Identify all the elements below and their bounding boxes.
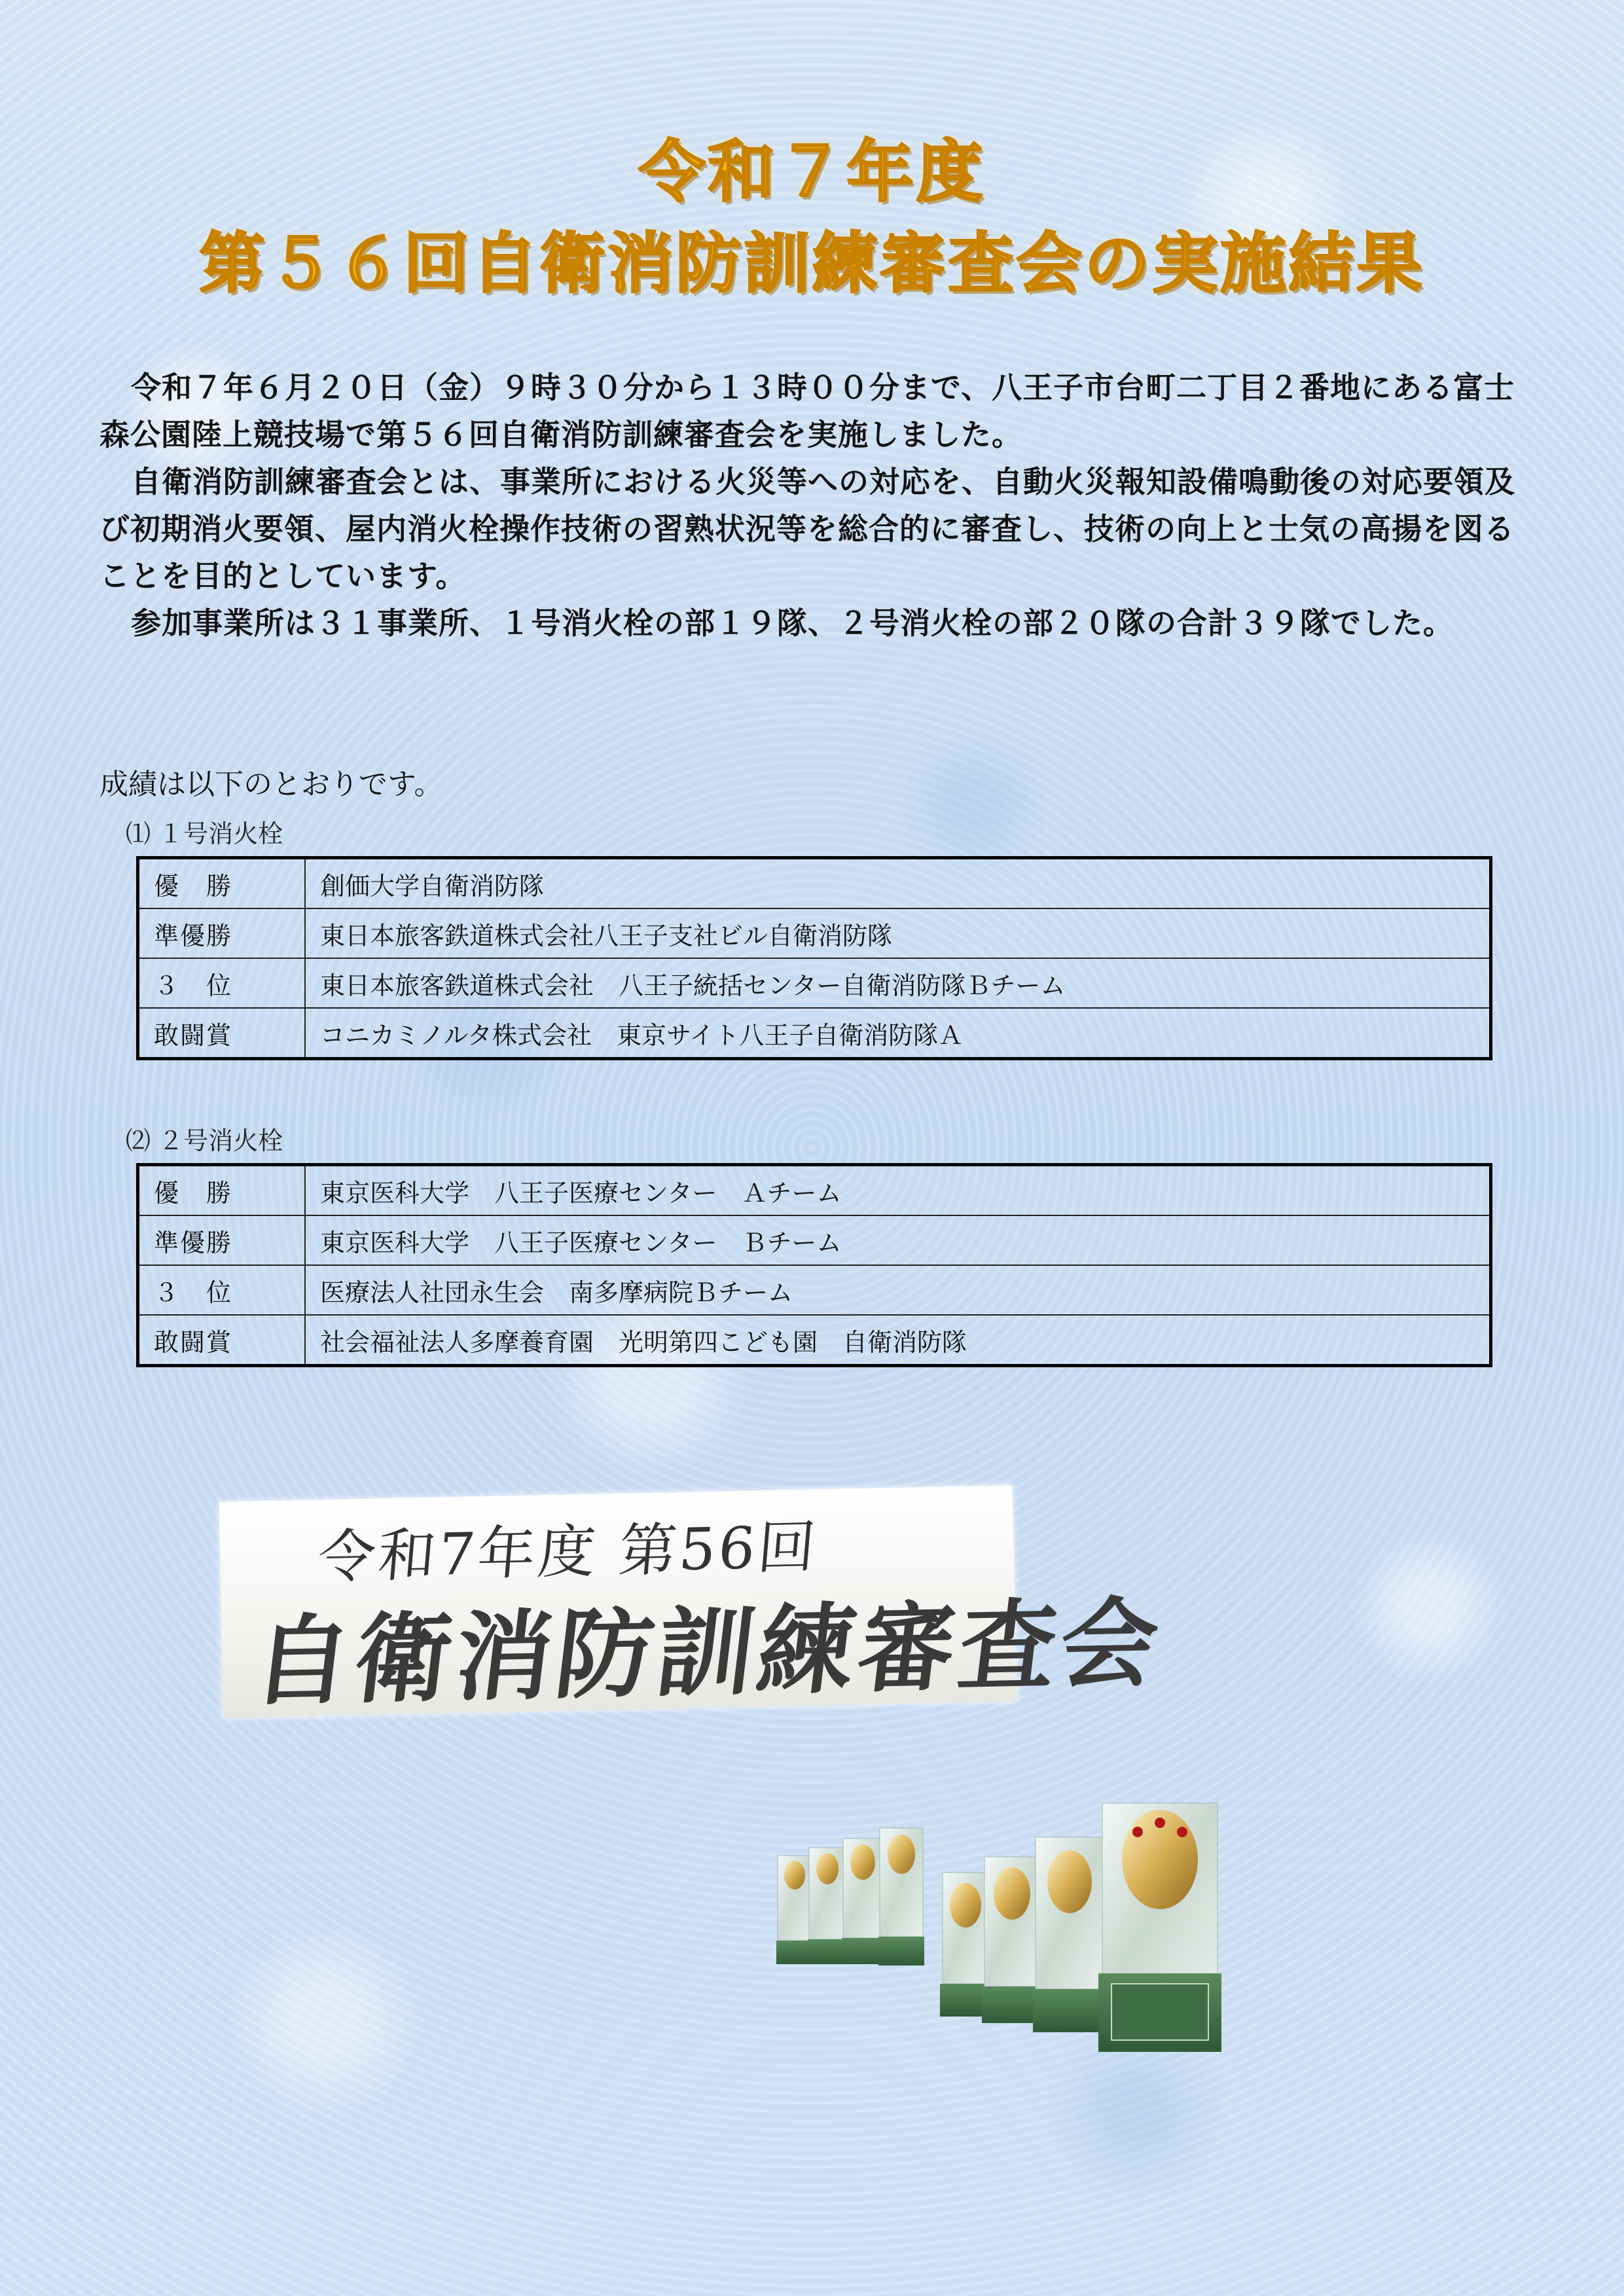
trophies-photo xyxy=(771,1777,1334,2072)
trophy-icon xyxy=(1098,1803,1221,2052)
intro-text xyxy=(99,364,1533,647)
rank-cell: 敢闘賞 xyxy=(138,1008,306,1059)
event-banner-photo xyxy=(219,1485,1168,1719)
table-row xyxy=(138,908,1491,958)
trophy-icon xyxy=(842,1839,884,1964)
rank-cell: 準優勝 xyxy=(138,1215,306,1265)
team-cell: 創価大学自衛消防隊 xyxy=(305,858,1491,909)
trophy-icon xyxy=(808,1848,847,1964)
banner-subtitle: 令和7年度 第56回 xyxy=(315,1513,821,1591)
rank-cell: 準優勝 xyxy=(138,908,306,958)
section-label-hydrant-2: ⑵ ２号消火栓 xyxy=(126,1126,283,1155)
rank-cell: 敢闘賞 xyxy=(138,1315,306,1366)
team-cell: 東京医科大学 八王子医療センター Ｂチーム xyxy=(305,1215,1491,1265)
table-row xyxy=(138,1165,1491,1216)
trophy-icon xyxy=(776,1856,813,1964)
results-intro: 成績は以下のとおりです。 xyxy=(99,768,443,801)
intro-paragraph-1: 令和７年６月２０日（金）９時３０分から１３時００分まで、八王子市台町二丁目２番地にある富士森公園陸上競技場で第５６回自衛消防訓練審査会を実施しました。 xyxy=(99,370,1515,452)
banner-title: 自衛消防訓練審査会 xyxy=(247,1585,1168,1719)
trophy-icon xyxy=(1033,1837,1106,2032)
trophy-icon xyxy=(878,1828,924,1965)
table-row xyxy=(138,858,1491,909)
rank-cell: ３ 位 xyxy=(138,1265,306,1315)
table-row xyxy=(138,1265,1491,1315)
page-title-line2: 第５６回自衛消防訓練審査会の実施結果 xyxy=(199,225,1425,302)
results-table-hydrant-1 xyxy=(136,856,1492,1060)
page-title-line1: 令和７年度 xyxy=(638,134,986,211)
rank-cell: 優 勝 xyxy=(138,1165,306,1216)
section-label-hydrant-1: ⑴ １号消火栓 xyxy=(126,819,283,848)
team-cell: 社会福祉法人多摩養育園 光明第四こども園 自衛消防隊 xyxy=(305,1315,1491,1366)
intro-paragraph-2: 自衛消防訓練審査会とは、事業所における火災等への対応を、自動火災報知設備鳴動後の対応要領及び初期消火要領、屋内消火栓操作技術の習熟状況等を総合的に審査し、技術の向上と士気の高揚を図ることを目的としています。 xyxy=(99,464,1515,594)
table-row xyxy=(138,958,1491,1008)
team-cell: 東京医科大学 八王子医療センター Ａチーム xyxy=(305,1165,1491,1216)
team-cell: 東日本旅客鉄道株式会社 八王子統括センター自衛消防隊Ｂチーム xyxy=(305,958,1491,1008)
rank-cell: ３ 位 xyxy=(138,958,306,1008)
results-table-hydrant-2 xyxy=(136,1163,1492,1367)
table-row xyxy=(138,1315,1491,1366)
table-row xyxy=(138,1008,1491,1059)
table-row xyxy=(138,1215,1491,1265)
intro-paragraph-3: 参加事業所は３１事業所、１号消火栓の部１９隊、２号消火栓の部２０隊の合計３９隊でした。 xyxy=(131,605,1454,641)
rank-cell: 優 勝 xyxy=(138,858,306,909)
team-cell: 医療法人社団永生会 南多摩病院Ｂチーム xyxy=(305,1265,1491,1315)
team-cell: 東日本旅客鉄道株式会社八王子支社ビル自衛消防隊 xyxy=(305,908,1491,958)
team-cell: コニカミノルタ株式会社 東京サイト八王子自衛消防隊Ａ xyxy=(305,1008,1491,1059)
